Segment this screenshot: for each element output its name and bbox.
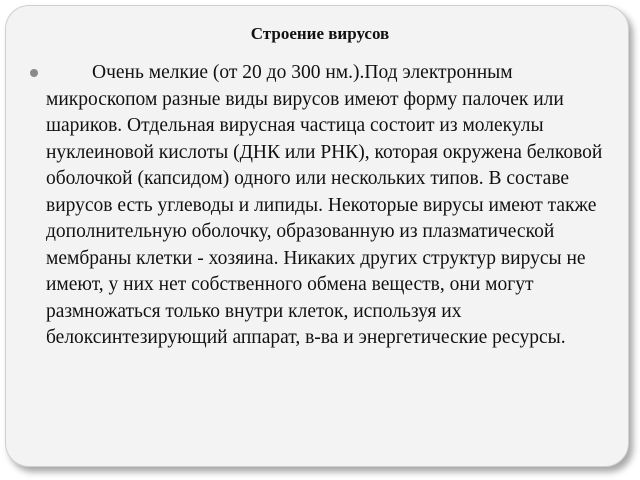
bullet-dot-icon — [30, 69, 38, 77]
bullet-paragraph: Очень мелкие (от 20 до 300 нм.).Под электронным микроскопом разные виды вирусов имеют форму палочек или шариков. Отдельная вирусная частица состоит из молекулы нуклеиновой кислоты (ДНК или РНК), которая окружена белковой оболочкой (капсидом) одного или нескольких типов. В составе вирусов есть углеводы и липиды. Некоторые вирусы имеют также дополнительную оболочку, образованную из плазматической мембраны клетки - хозяина. Никаких других структур вирусы не имеют, у них нет собственного обмена веществ, они могут размножаться только внутри клеток, используя их белоксинтезирующий аппарат, в-ва и энергетические ресурсы. — [46, 62, 603, 348]
slide-title: Строение вирусов — [250, 24, 390, 43]
